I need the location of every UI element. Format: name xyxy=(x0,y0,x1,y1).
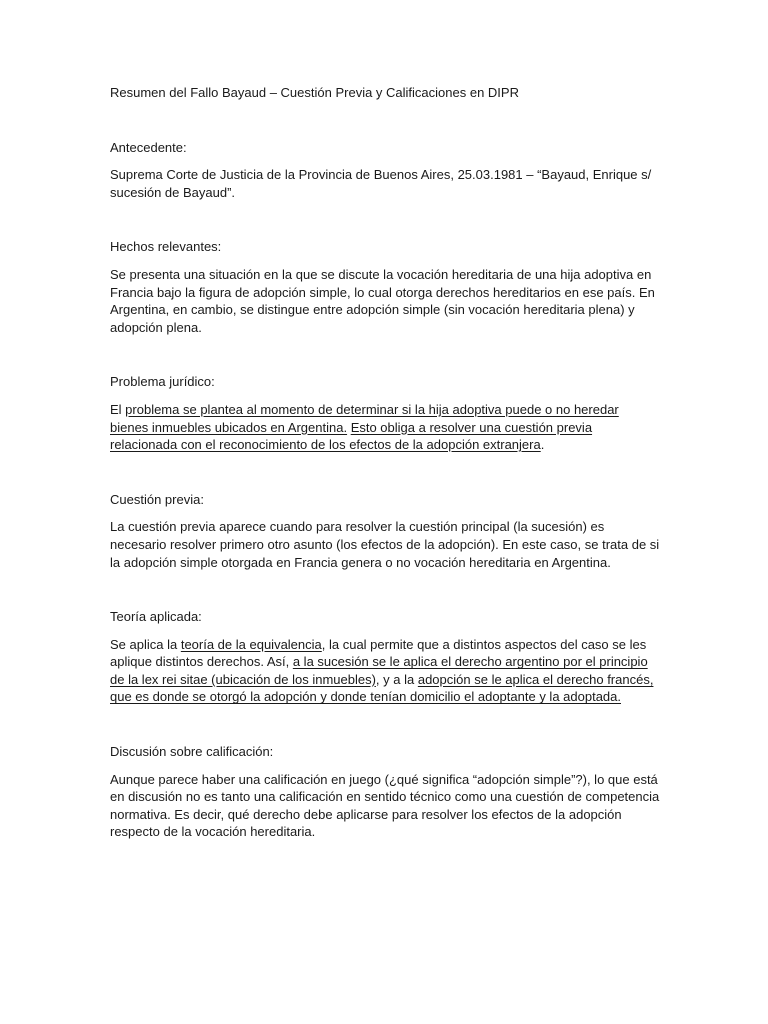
underlined-text: teoría de la equivalencia xyxy=(180,636,322,652)
underlined-text: a la sucesión se le aplica el derecho argentino por el principio de la lex rei sitae (ubicación de los inmuebles) xyxy=(110,654,648,687)
paragraph-text: , y a la xyxy=(375,671,418,687)
document-title: Resumen del Fallo Bayaud – Cuestión Previa y Calificaciones en DIPR xyxy=(110,85,519,100)
section-heading: Discusión sobre calificación: xyxy=(110,744,274,760)
paragraph-text: Se aplica la xyxy=(110,636,181,652)
underlined-text: Esto obliga a resolver una cuestión previa relacionada con el reconocimiento de los efectos de la adopción extranjera xyxy=(110,419,593,453)
paragraph-text: Suprema Corte de Justicia de la Provincia de Buenos Aires, 25.03.1981 – “Bayaud, Enrique s/ sucesión de Bayaud”. xyxy=(110,167,652,200)
section-paragraph xyxy=(110,266,660,336)
underlined-text: adopción se le aplica el derecho francés, que es donde se otorgó la adopción y donde tenían domicilio el adoptante y la adoptada. xyxy=(110,671,654,705)
paragraph-text: Aunque parece haber una calificación en juego (¿qué significa “adopción simple”?), lo que está en discusión no es tanto una calificación en sentido técnico como una cuestión de competencia normativa. Es decir, qué derecho debe aplicarse para resolver los efectos de la adopción respecto de la vocación hereditaria. xyxy=(110,771,660,840)
paragraph-text: Se presenta una situación en la que se discute la vocación hereditaria de una hija adoptiva en Francia bajo la figura de adopción simple, lo cual otorga derechos hereditarios en ese país. En Argentina, en cambio, se distingue entre adopción simple (sin vocación hereditaria plena) y adopción plena. xyxy=(110,266,655,335)
section-heading: Teoría aplicada: xyxy=(110,609,202,625)
section-heading: Hechos relevantes: xyxy=(110,239,222,255)
section-heading: Problema jurídico: xyxy=(110,374,215,390)
paragraph-text: . xyxy=(540,437,545,453)
section-paragraph xyxy=(110,771,660,841)
section-paragraph xyxy=(110,636,660,706)
paragraph-text: La cuestión previa aparece cuando para resolver la cuestión principal (la sucesión) es necesario resolver primero otro asunto (los efectos de la adopción). En este caso, se trata de si la adopción simple otorgada en Francia genera o no vocación hereditaria en Argentina. xyxy=(110,519,660,570)
document-page xyxy=(110,84,660,878)
paragraph-text: , la cual permite que a distintos aspectos del caso se les aplique distintos derechos. Así, xyxy=(110,636,647,670)
section-paragraph xyxy=(110,401,660,454)
section-heading: Antecedente: xyxy=(110,139,187,155)
section-paragraph xyxy=(110,166,660,201)
section-heading: Cuestión previa: xyxy=(110,491,204,507)
underlined-text: problema se plantea al momento de determinar si la hija adoptiva puede o no heredar bienes inmuebles ubicados en Argentina. xyxy=(110,401,619,435)
document-sections xyxy=(110,139,660,841)
paragraph-text: El xyxy=(110,401,126,417)
section-paragraph xyxy=(110,518,660,571)
